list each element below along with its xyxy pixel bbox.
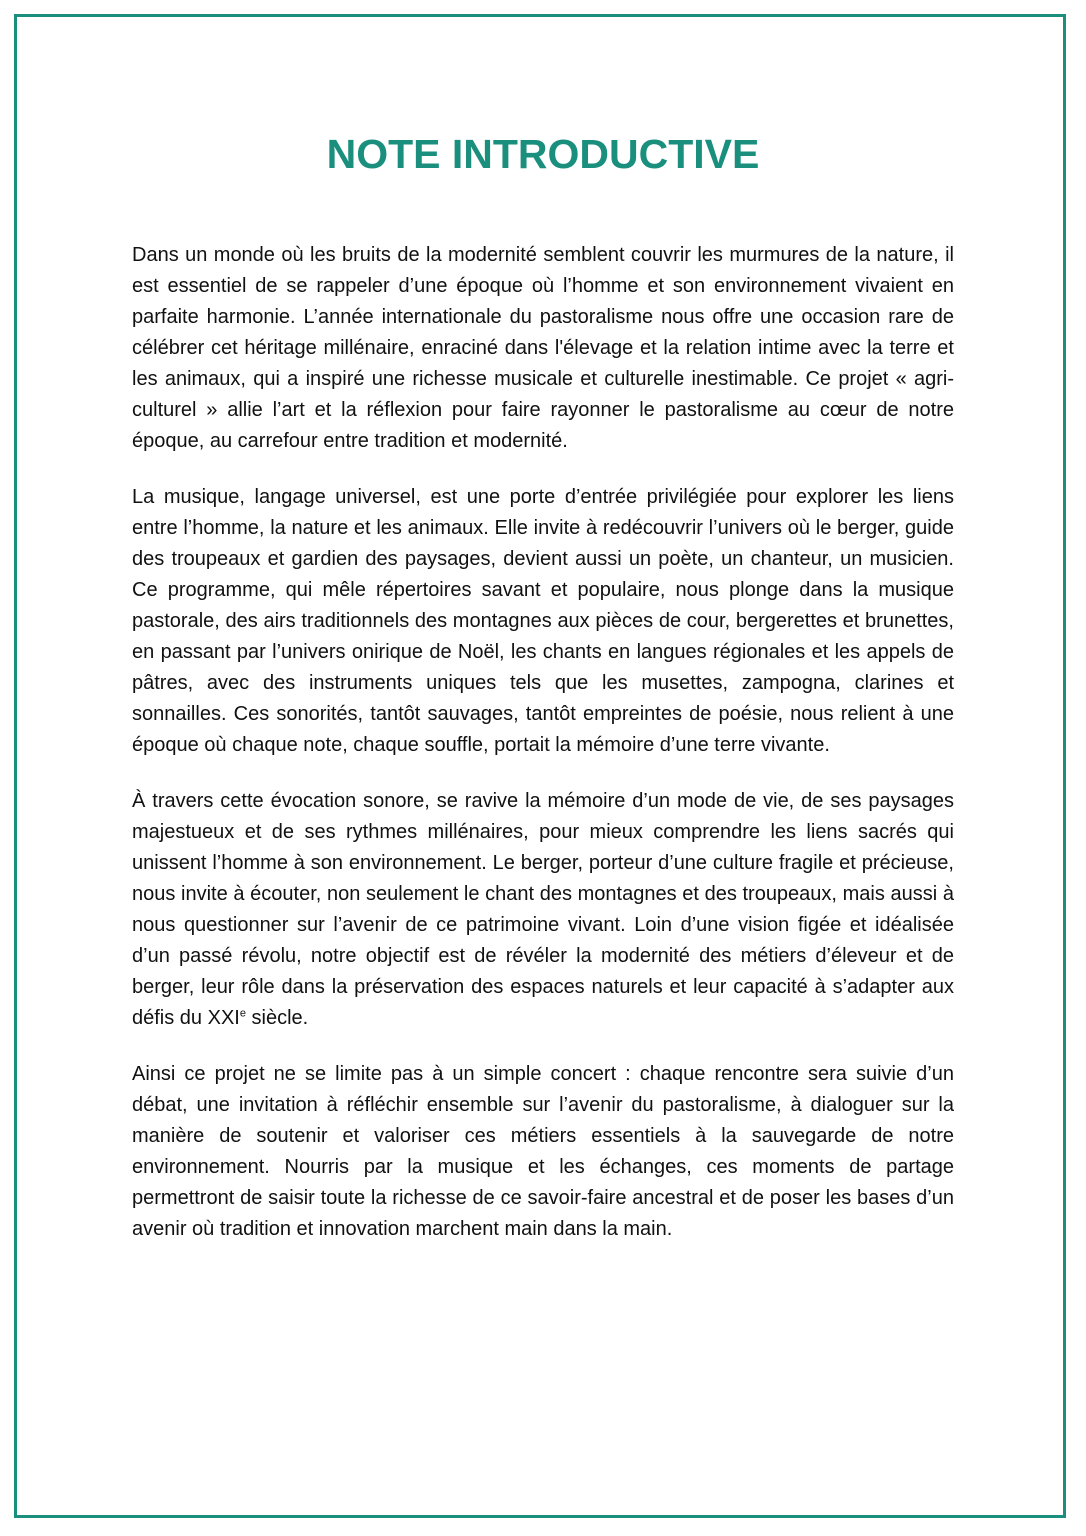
paragraph-1: Dans un monde où les bruits de la modernité semblent couvrir les murmures de la nature, il est essentiel de se rappeler d’une époque où l’homme et son environnement vivaient en parfaite harmonie. L’année internationale du pastoralisme nous offre une occasion rare de célébrer cet héritage millénaire, enraciné dans l'élevage et la relation intime avec la terre et les animaux, qui a inspiré une richesse musicale et culturelle inestimable. Ce projet « agri-culturel » allie l’art et la réflexion pour faire rayonner le pastoralisme au cœur de notre époque, au carrefour entre tradition et modernité. xyxy=(132,244,954,452)
paragraph-3-end: siècle. xyxy=(245,1007,309,1029)
paragraph-3-text: À travers cette évocation sonore, se ravive la mémoire d’un mode de vie, de ses paysages majestueux et de ses rythmes millénaires, pour mieux comprendre les liens sacrés qui unissent l’homme à son environnement. Le berger, porteur d’une culture fragile et précieuse, nous invite à écouter, non seulement le chant des montagnes et des troupeaux, mais aussi à nous questionner sur l’avenir de ce patrimoine vivant. Loin d’une vision figée et idéalisée d’un passé révolu, notre objectif est de révéler la modernité des métiers d’éleveur et de berger, leur rôle dans la préservation des espaces naturels et leur capacité à s’adapter aux défis du XXI xyxy=(132,790,954,1029)
paragraph-2: La musique, langage universel, est une porte d’entrée privilégiée pour explorer les liens entre l’homme, la nature et les animaux. Elle invite à redécouvrir l’univers où le berger, guide des troupeaux et gardien des paysages, devient aussi un poète, un chanteur, un musicien. Ce programme, qui mêle répertoires savant et populaire, nous plonge dans la musique pastorale, des airs traditionnels des montagnes aux pièces de cour, bergerettes et brunettes, en passant par l’univers onirique de Noël, les chants en langues régionales et les appels de pâtres, avec des instruments uniques tels que les musettes, zampogna, clarines et sonnailles. Ces sonorités, tantôt sauvages, tantôt empreintes de poésie, nous relient à une époque où chaque note, chaque souffle, portait la mémoire d’une terre vivante. xyxy=(132,486,954,756)
paragraph-3 xyxy=(132,786,954,1034)
paragraph-4: Ainsi ce projet ne se limite pas à un simple concert : chaque rencontre sera suivie d’un débat, une invitation à réfléchir ensemble sur l’avenir du pastoralisme, à dialoguer sur la manière de soutenir et valoriser ces métiers essentiels à la sauvegarde de notre environnement. Nourris par la musique et les échanges, ces moments de partage permettront de saisir toute la richesse de ce savoir-faire ancestral et de poser les bases d’un avenir où tradition et innovation marchent main dans la main. xyxy=(132,1063,954,1240)
page-title: NOTE INTRODUCTIVE xyxy=(326,131,760,177)
document-body xyxy=(132,240,954,1270)
century-superscript: e xyxy=(239,1007,246,1020)
